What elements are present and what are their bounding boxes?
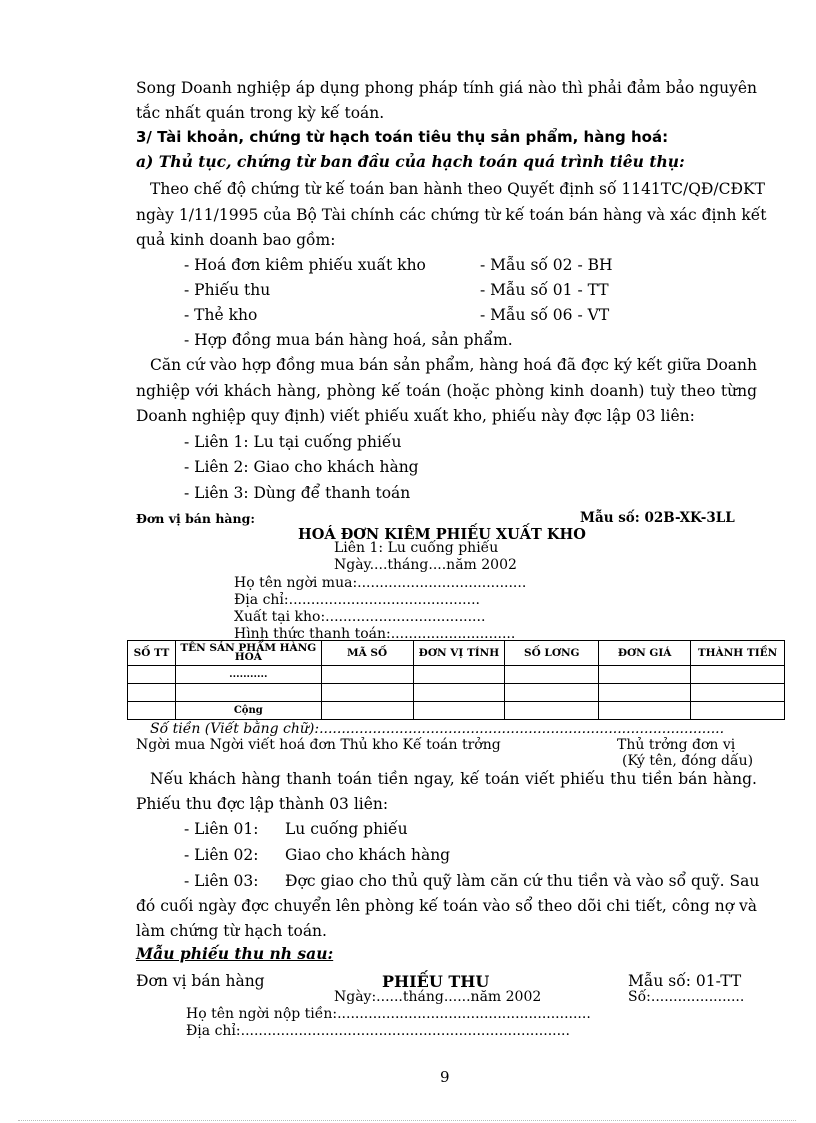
paragraph-line: Nếu khách hàng thanh toán tiền ngay, kế toán viết phiếu thu tiền bán hàng. [150,770,757,788]
document-code: - Mẫu số 06 - VT [480,306,610,324]
invoice-buyer: Họ tên ngời mua:...................................... [234,575,527,591]
paragraph-line: làm chứng từ hạch toán. [136,922,327,940]
paragraph-line: Song Doanh nghiệp áp dụng phong pháp tính giá nào thì phải đảm bảo nguyên [136,79,757,97]
receipt-heading: Mẫu phiếu thu nh sau: [136,944,334,963]
receipt-address: Địa chỉ:.......................................................................... [186,1023,570,1039]
paragraph-line: ngày 1/11/1995 của Bộ Tài chính các chứng từ kế toán bán hàng và xác định kết [136,206,767,224]
invoice-director: Thủ trởng đơn vị [617,737,736,753]
table-row [128,666,785,684]
column-header: MÃ SỐ [321,641,413,666]
table-row [128,702,785,720]
subsection-heading: a) Thủ tục, chứng từ ban đầu của hạch toán quá trình tiêu thụ: [136,152,685,171]
invoice-title: HOÁ ĐƠN KIÊM PHIẾU XUẤT KHO [298,526,586,543]
table-row [128,684,785,702]
receipt-unit-label: Đơn vị bán hàng [136,972,265,990]
column-header: THÀNH TIỀN [691,641,785,666]
list-item-label: - Liên 02: [184,846,259,864]
document-code: - Mẫu số 02 - BH [480,256,613,274]
list-item: - Liên 2: Giao cho khách hàng [184,458,419,476]
page-number: 9 [440,1068,450,1086]
invoice-table [127,640,785,720]
column-header: ĐƠN VỊ TÍNH [413,641,505,666]
document-name: - Phiếu thu [184,281,271,299]
invoice-payment: Hình thức thanh toán:............................ [234,626,516,642]
invoice-sign-note: (Ký tên, đóng dấu) [622,753,754,769]
page-bottom-divider [18,1120,796,1121]
section-heading: 3/ Tài khoản, chứng từ hạch toán tiêu thụ sản phẩm, hàng hoá: [136,128,669,146]
invoice-date: Ngày....tháng....năm 2002 [334,557,517,573]
list-item-text: Lu cuống phiếu [285,820,408,838]
document-name: - Hoá đơn kiêm phiếu xuất kho [184,256,426,274]
amount-in-words: Số tiền (Viết bằng chữ):........................................................................................... [150,721,725,737]
invoice-copy: Liên 1: Lu cuống phiếu [334,540,499,556]
column-header: SỐ LƠNG [505,641,599,666]
paragraph-line: Doanh nghiệp quy định) viết phiếu xuất kho, phiếu này đợc lập 03 liên: [136,407,695,425]
column-header: TÊN SẢN PHẨM HÀNG HOÁ [175,641,321,666]
paragraph-line: Căn cứ vào hợp đồng mua bán sản phẩm, hàng hoá đã đợc ký kết giữa Doanh [150,356,757,374]
invoice-unit-label: Đơn vị bán hàng: [136,511,255,526]
paragraph-line: đó cuối ngày đợc chuyển lên phòng kế toán vào sổ theo dõi chi tiết, công nợ và [136,897,757,915]
receipt-payer: Họ tên ngời nộp tiền:......................................................... [186,1006,591,1022]
document-name: - Thẻ kho [184,306,258,324]
paragraph-line: quả kinh doanh bao gồm: [136,231,336,249]
receipt-form-code: Mẫu số: 01-TT [628,972,742,990]
paragraph-line: Theo chế độ chứng từ kế toán ban hành theo Quyết định số 1141TC/QĐ/CĐKT [150,180,765,198]
document-code: - Mẫu số 01 - TT [480,281,609,299]
invoice-signers: Ngời mua Ngời viết hoá đơn Thủ kho Kế toán trởng [136,737,501,753]
invoice-form-code: Mẫu số: 02B-XK-3LL [580,510,735,526]
receipt-date: Ngày:......tháng......năm 2002 [334,989,542,1005]
invoice-warehouse: Xuất tại kho:.................................... [234,609,486,625]
list-item-text: Đợc giao cho thủ quỹ làm căn cứ thu tiền và vào sổ quỹ. Sau [285,872,760,890]
table-cell: ........... [175,666,321,684]
total-label: Cộng [175,702,321,720]
receipt-title: PHIẾU THU [382,972,490,991]
receipt-number: Số:..................... [628,989,745,1005]
invoice-address: Địa chỉ:........................................... [234,592,480,608]
paragraph-line: tắc nhất quán trong kỳ kế toán. [136,104,385,122]
list-item-label: - Liên 03: [184,872,259,890]
paragraph-line: Phiếu thu đợc lập thành 03 liên: [136,795,389,813]
column-header: ĐƠN GIÁ [599,641,691,666]
list-item: - Liên 3: Dùng để thanh toán [184,484,411,502]
list-item: - Liên 1: Lu tại cuống phiếu [184,433,402,451]
column-header: SỐ TT [128,641,176,666]
document-name: - Hợp đồng mua bán hàng hoá, sản phẩm. [184,331,513,349]
paragraph-line: nghiệp với khách hàng, phòng kế toán (hoặc phòng kinh doanh) tuỳ theo từng [136,382,757,400]
list-item-label: - Liên 01: [184,820,259,838]
list-item-text: Giao cho khách hàng [285,846,451,864]
